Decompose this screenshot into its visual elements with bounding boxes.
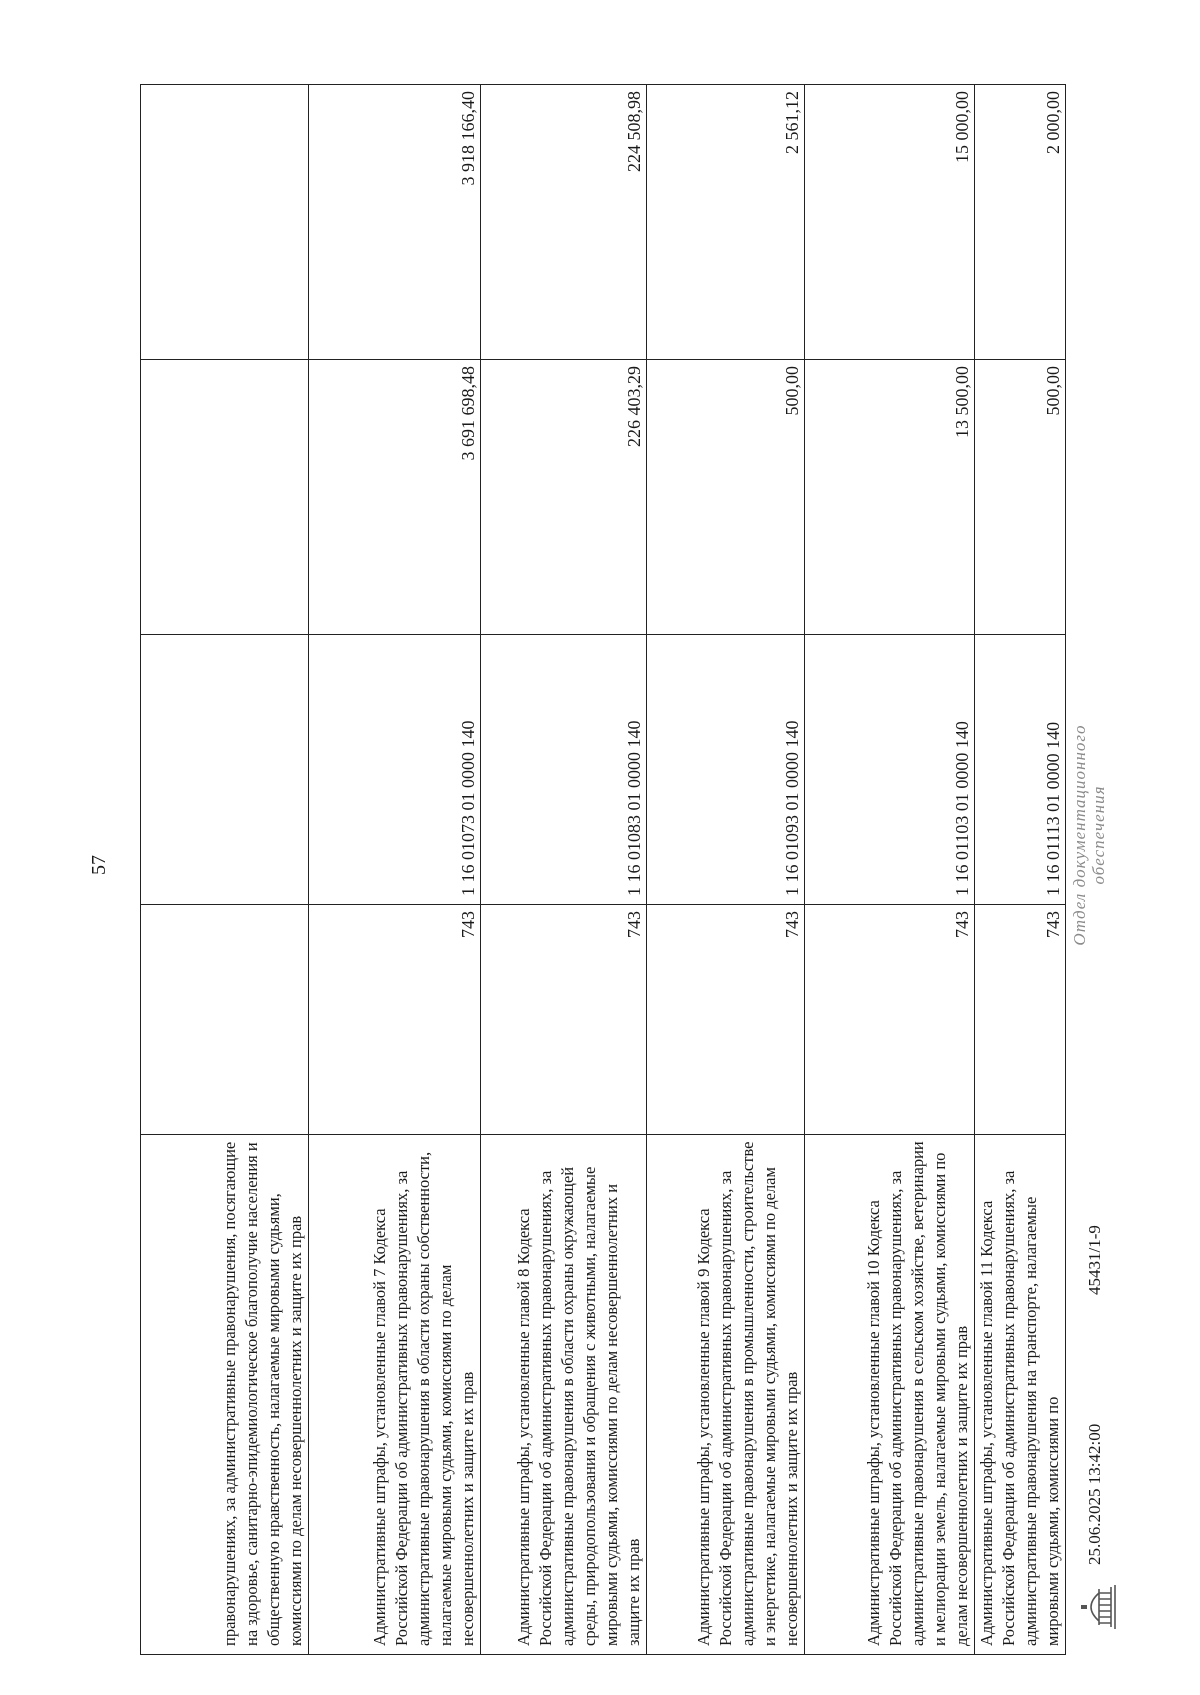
row-value-2: 3 918 166,40 [309,85,481,360]
row-description: Административные штрафы, установленные главой 7 Кодекса Российской Федерации об административных правонарушениях, за административные правонарушения в области охраны собственности, налагаемые мировыми судьями, комиссиями по делам несовершеннолетних и защите их прав [309,1135,481,1655]
row-admin-code: 743 [647,905,805,1135]
row-value-1: 226 403,29 [481,360,647,635]
row-admin-code: 743 [805,905,975,1135]
row-value-2: 2 561,12 [647,85,805,360]
row-value-2: 224 508,98 [481,85,647,360]
row-description: Административные штрафы, установленные главой 10 Кодекса Российской Федерации об административных правонарушениях, за административные правонарушения в сельском хозяйстве, ветеринарии и мелиорации земель, налагаемые мировыми судьями, комиссиями по делам несовершеннолетних и защите их прав [805,1135,975,1655]
row-kbk: 1 16 01083 01 0000 140 [481,635,647,905]
row-value-1: 3 691 698,48 [309,360,481,635]
table-row [309,85,481,1655]
table-row [975,85,1066,1655]
row-value-2: 2 000,00 [975,85,1066,360]
row-value-1: 13 500,00 [805,360,975,635]
page-footer [1070,85,1195,1655]
table-row [141,85,309,1655]
table-row [647,85,805,1655]
table-row [481,85,647,1655]
row-kbk: 1 16 01103 01 0000 140 [805,635,975,905]
row-kbk: 1 16 01073 01 0000 140 [309,635,481,905]
row-description: Административные штрафы, установленные главой 11 Кодекса Российской Федерации об административных правонарушениях, за административные правонарушения на транспорте, налагаемые мировыми судьями, комиссиями по [975,1135,1066,1655]
row-admin-code: 743 [481,905,647,1135]
table-row [805,85,975,1655]
row-description: Административные штрафы, установленные главой 9 Кодекса Российской Федерации об административных правонарушениях, за административные правонарушения в промышленности, строительстве и энергетике, налагаемые мировыми судьями, комиссиями по делам несовершеннолетних и защите их прав [647,1135,805,1655]
row-kbk: 1 16 01093 01 0000 140 [647,635,805,905]
row-admin-code: 743 [309,905,481,1135]
footer-date: 25.06.2025 13:42:00 [1085,1423,1104,1565]
stamp-line-1: Отдел документационного [1070,724,1089,946]
row-description: правонарушениях, за административные правонарушения, посягающие на здоровье, санитарно-эпидемиологическое благополучие населения и общественную нравственность, налагаемые мировыми судьями, комиссиями по делам несовершеннолетних и защите их прав [141,1135,309,1655]
department-stamp [1070,705,1108,965]
document-page [88,85,1108,1655]
row-admin-code [141,905,309,1135]
row-kbk [141,635,309,905]
row-admin-code: 743 [975,905,1066,1135]
row-description: Административные штрафы, установленные главой 8 Кодекса Российской Федерации об административных правонарушениях, за административные правонарушения в области охраны окружающей среды, природопользования и обращения с животными, налагаемые мировыми судьями, комиссиями по делам несовершеннолетних и защите их прав [481,1135,647,1655]
duma-building-icon [1079,1579,1119,1635]
row-kbk: 1 16 01113 01 0000 140 [975,635,1066,905]
row-value-1 [141,360,309,635]
fines-table [140,84,1066,1655]
row-value-2 [141,85,309,360]
row-value-1: 500,00 [975,360,1066,635]
row-value-1: 500,00 [647,360,805,635]
stamp-line-2: обеспечения [1089,785,1108,885]
footer-doc-number: 45431/1-9 [1085,1225,1104,1295]
row-value-2: 15 000,00 [805,85,975,360]
page-number: 57 [88,855,110,875]
